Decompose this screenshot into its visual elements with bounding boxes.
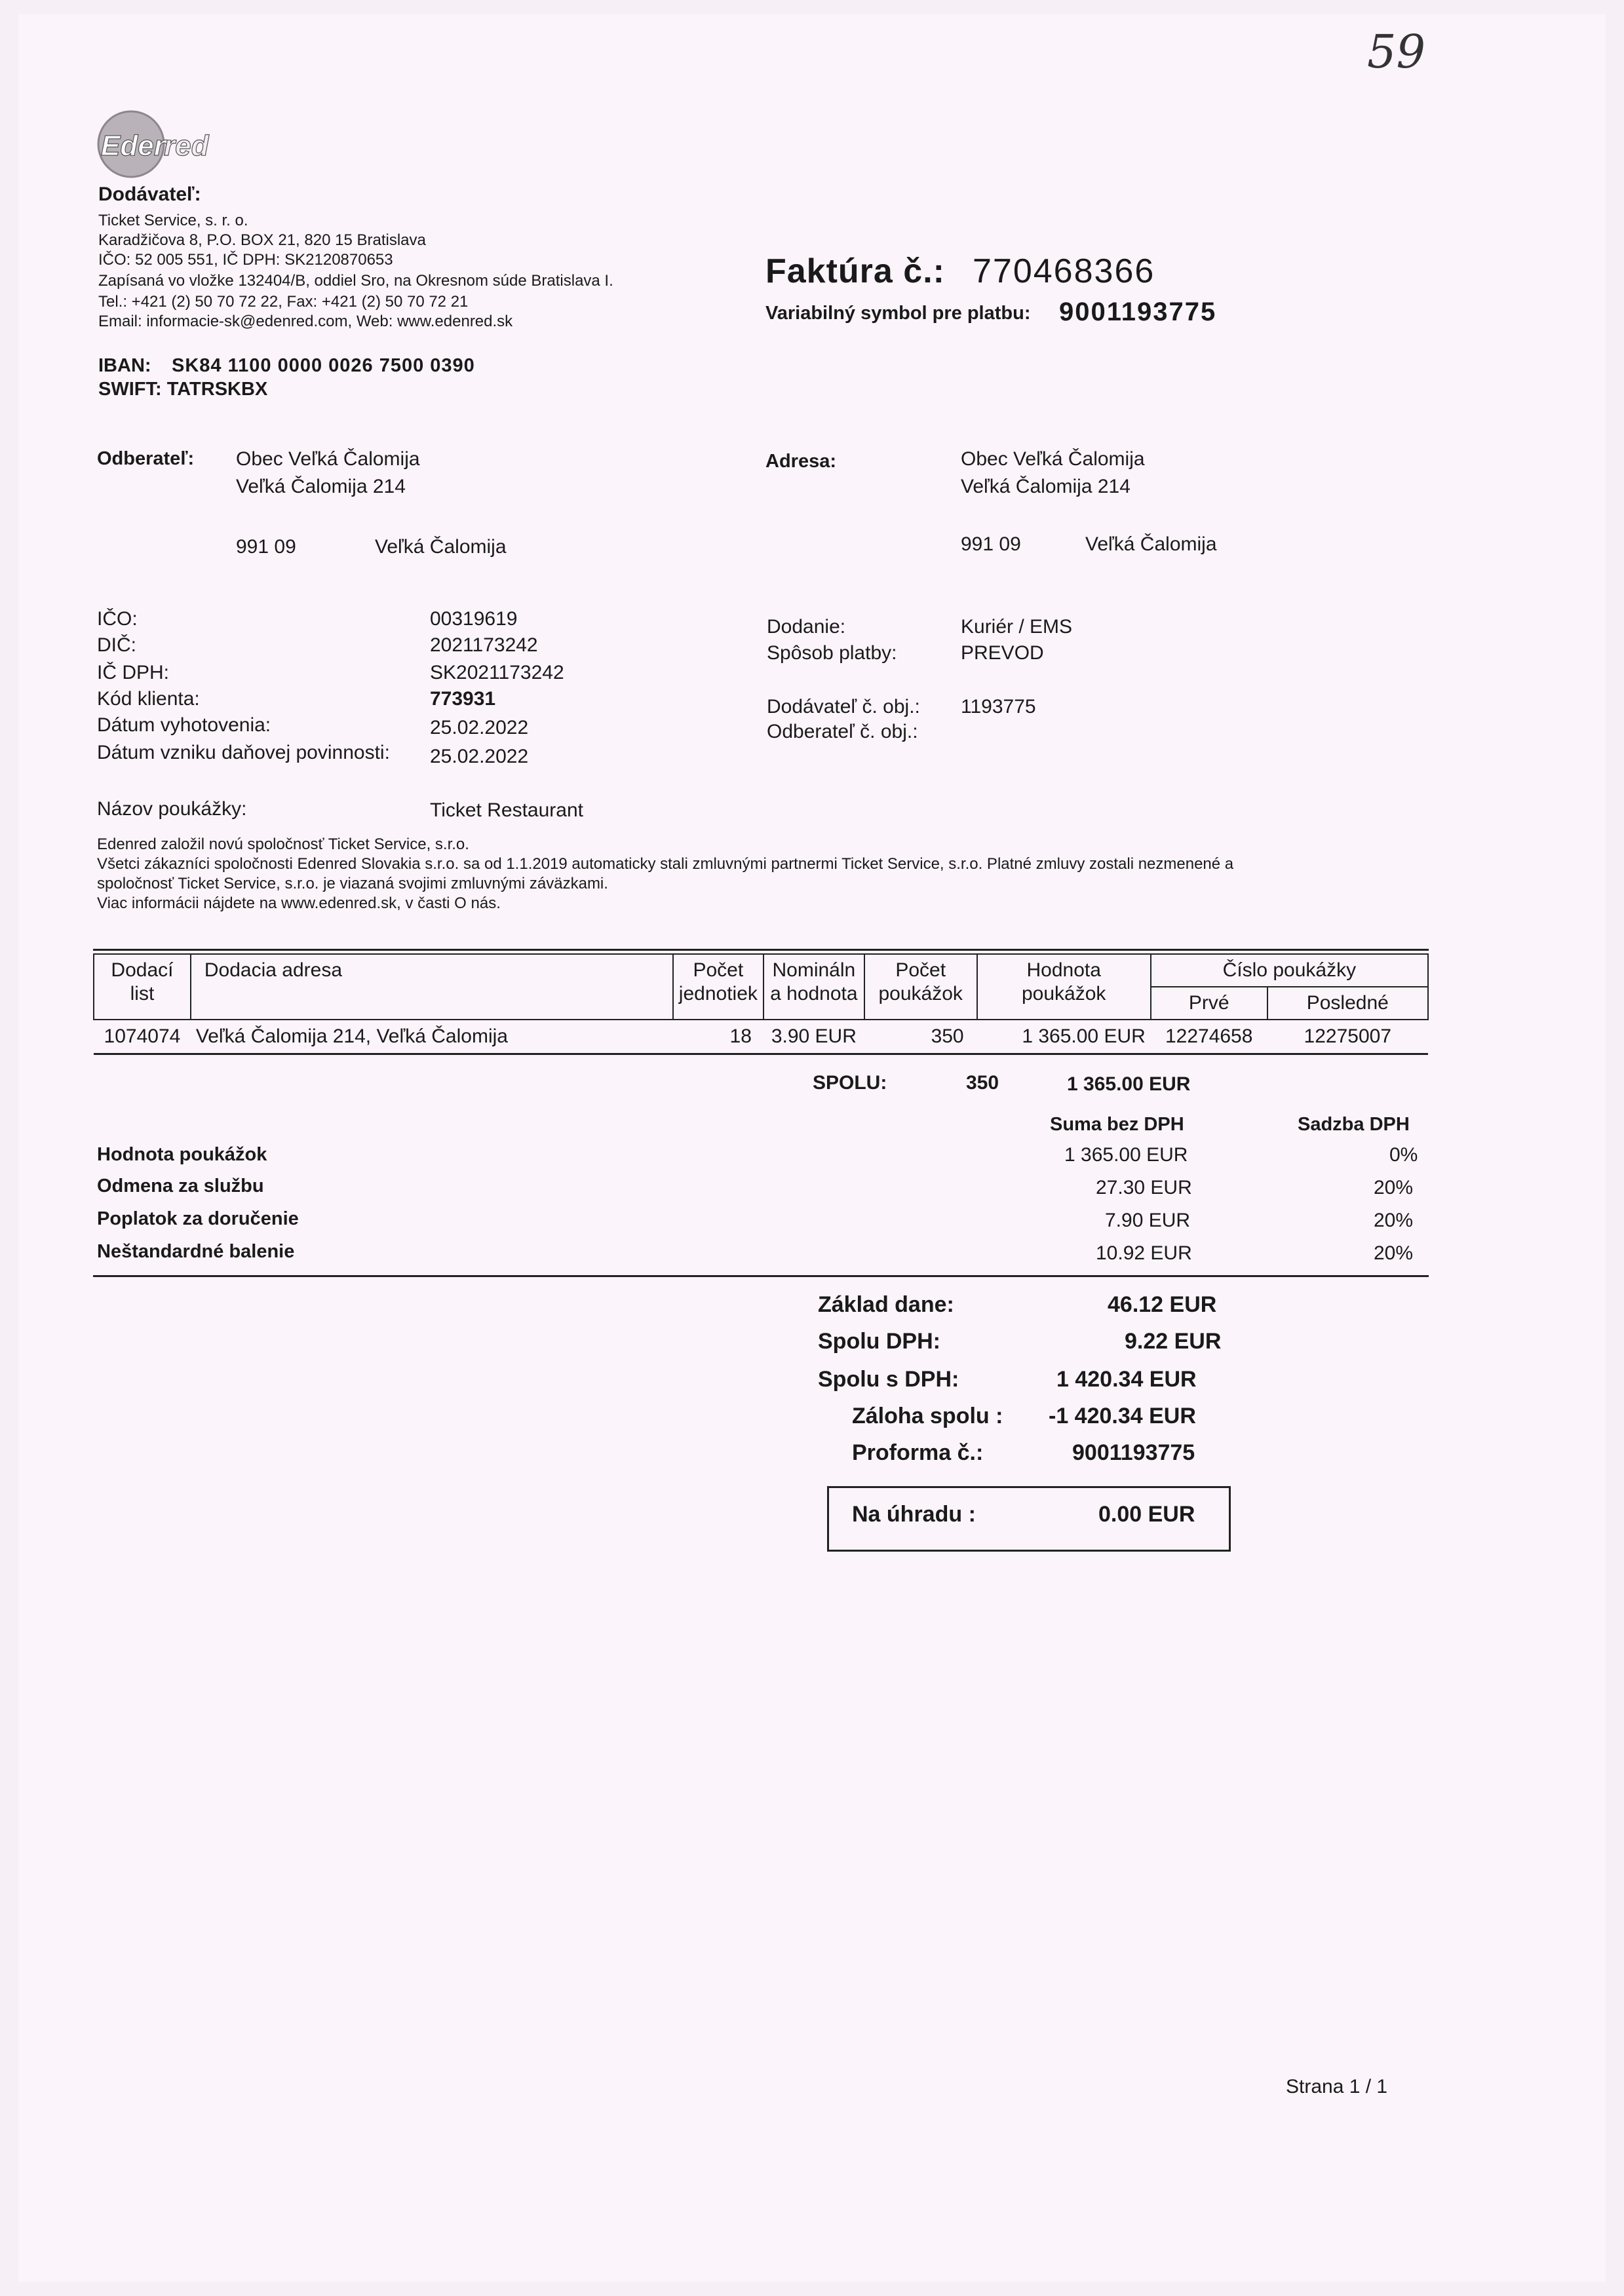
icdph-label: IČ DPH: xyxy=(97,662,170,683)
cell-voucher-value: 1 365.00 EUR xyxy=(977,1020,1151,1054)
supplier-order-label: Dodávateľ č. obj.: xyxy=(767,696,920,718)
supplier-address: Karadžičova 8, P.O. BOX 21, 820 15 Bratislava xyxy=(98,231,426,249)
summary-label-service-fee: Odmena za službu xyxy=(97,1176,264,1196)
page-counter: Strana 1 / 1 xyxy=(1286,2076,1388,2097)
payment-method-value: PREVOD xyxy=(961,642,1044,664)
cell-delivery-note: 1074074 xyxy=(94,1020,191,1054)
cell-first-number: 12274658 xyxy=(1151,1020,1267,1054)
issue-date-label: Dátum vyhotovenia: xyxy=(97,714,271,736)
summary-header-base: Suma bez DPH xyxy=(1050,1114,1184,1135)
col-header-voucher-number: Číslo poukážky xyxy=(1151,954,1428,987)
amount-due-label: Na úhradu : xyxy=(852,1502,976,1527)
col-header-voucher-value: Hodnota poukážok xyxy=(977,954,1151,1020)
iban-value: SK84 1100 0000 0026 7500 0390 xyxy=(172,355,475,376)
customer-name: Obec Veľká Čalomija xyxy=(236,448,420,470)
edenred-logo xyxy=(92,108,216,180)
col-header-first: Prvé xyxy=(1151,987,1267,1020)
summary-rate-packaging: 20% xyxy=(1374,1242,1414,1264)
delivery-city: Veľká Čalomija xyxy=(1085,533,1217,555)
notice-line-1: Edenred založil novú spoločnosť Ticket Service, s.r.o. xyxy=(97,835,469,853)
varsym-label: Variabilný symbol pre platbu: xyxy=(765,303,1031,324)
total-vat-label: Spolu DPH: xyxy=(818,1329,940,1354)
col-header-delivery-note: Dodací list xyxy=(94,954,191,1020)
total-base-value: 46.12 EUR xyxy=(1108,1292,1217,1317)
advance-label: Záloha spolu : xyxy=(852,1404,1003,1428)
proforma-value: 9001193775 xyxy=(1072,1440,1195,1465)
summary-rate-service-fee: 20% xyxy=(1374,1177,1414,1198)
summary-base-packaging: 10.92 EUR xyxy=(1096,1242,1192,1264)
svg-text:red: red xyxy=(164,130,209,162)
table-total-count: 350 xyxy=(966,1072,999,1094)
supplier-email: Email: informacie-sk@edenred.com, Web: www.edenred.sk xyxy=(98,313,513,330)
supplier-name: Ticket Service, s. r. o. xyxy=(98,212,248,229)
table-total-label: SPOLU: xyxy=(813,1072,887,1094)
summary-base-service-fee: 27.30 EUR xyxy=(1096,1177,1192,1198)
customer-street: Veľká Čalomija 214 xyxy=(236,476,406,497)
col-header-nominal: Nomináln a hodnota xyxy=(764,954,864,1020)
customer-order-label: Odberateľ č. obj.: xyxy=(767,721,918,742)
table-row xyxy=(94,1020,1428,1054)
supplier-order-value: 1193775 xyxy=(961,696,1036,718)
delivery-method-label: Dodanie: xyxy=(767,616,846,638)
col-header-delivery-address: Dodacia adresa xyxy=(191,954,673,1020)
delivery-address-label: Adresa: xyxy=(765,451,836,472)
cell-nominal: 3.90 EUR xyxy=(764,1020,864,1054)
customer-city: Veľká Čalomija xyxy=(375,536,507,558)
voucher-items-table xyxy=(93,953,1429,1055)
notice-line-4: Viac informácii nájdete na www.edenred.sk, v časti O nás. xyxy=(97,894,501,912)
payment-method-label: Spôsob platby: xyxy=(767,642,897,664)
amount-due-value: 0.00 EUR xyxy=(1098,1502,1195,1527)
total-gross-label: Spolu s DPH: xyxy=(818,1367,959,1392)
summary-base-delivery-fee: 7.90 EUR xyxy=(1105,1210,1191,1231)
delivery-street: Veľká Čalomija 214 xyxy=(961,476,1131,497)
invoice-title: Faktúra č.: xyxy=(765,252,945,290)
voucher-name-value: Ticket Restaurant xyxy=(430,799,583,821)
col-header-last: Posledné xyxy=(1267,987,1428,1020)
tax-date-label: Dátum vzniku daňovej povinnosti: xyxy=(97,742,390,763)
summary-header-rate: Sadzba DPH xyxy=(1298,1114,1410,1135)
ico-label: IČO: xyxy=(97,608,138,630)
summary-bottom-rule xyxy=(93,1275,1429,1277)
voucher-name-label: Názov poukážky: xyxy=(97,798,247,820)
handwritten-page-number: 59 xyxy=(1367,25,1426,79)
varsym-value: 9001193775 xyxy=(1059,297,1217,326)
total-base-label: Základ dane: xyxy=(818,1292,954,1317)
cell-delivery-address: Veľká Čalomija 214, Veľká Čalomija xyxy=(191,1020,673,1054)
summary-label-delivery-fee: Poplatok za doručenie xyxy=(97,1208,299,1229)
delivery-method-value: Kuriér / EMS xyxy=(961,616,1073,638)
summary-label-vouchers: Hodnota poukážok xyxy=(97,1144,267,1165)
invoice-number: 770468366 xyxy=(973,252,1155,290)
supplier-ids: IČO: 52 005 551, IČ DPH: SK2120870653 xyxy=(98,251,393,269)
col-header-units: Počet jednotiek xyxy=(673,954,764,1020)
issue-date-value: 25.02.2022 xyxy=(430,717,529,738)
supplier-register: Zapísaná vo vložke 132404/B, oddiel Sro, na Okresnom súde Bratislava I. xyxy=(98,272,613,290)
client-code-value: 773931 xyxy=(430,688,496,710)
total-gross-value: 1 420.34 EUR xyxy=(1056,1367,1197,1392)
notice-line-3: spoločnosť Ticket Service, s.r.o. je viazaná svojimi zmluvnými záväzkami. xyxy=(97,875,608,892)
ico-value: 00319619 xyxy=(430,608,518,630)
proforma-label: Proforma č.: xyxy=(852,1440,984,1465)
iban-label: IBAN: xyxy=(98,355,151,376)
cell-voucher-count: 350 xyxy=(864,1020,977,1054)
svg-text:Eden: Eden xyxy=(101,130,172,162)
summary-base-vouchers: 1 365.00 EUR xyxy=(1064,1144,1188,1166)
customer-label: Odberateľ: xyxy=(97,448,195,469)
col-header-voucher-count: Počet poukážok xyxy=(864,954,977,1020)
cell-last-number: 12275007 xyxy=(1267,1020,1428,1054)
swift-value: SWIFT: TATRSKBX xyxy=(98,379,268,400)
delivery-zip: 991 09 xyxy=(961,533,1021,555)
dic-label: DIČ: xyxy=(97,634,136,656)
icdph-value: SK2021173242 xyxy=(430,662,564,683)
advance-value: -1 420.34 EUR xyxy=(1049,1404,1196,1428)
summary-rate-vouchers: 0% xyxy=(1389,1144,1418,1166)
table-total-value: 1 365.00 EUR xyxy=(1067,1073,1191,1095)
tax-date-value: 25.02.2022 xyxy=(430,746,529,767)
summary-label-packaging: Nеštandardné balenie xyxy=(97,1241,295,1262)
supplier-phone: Tel.: +421 (2) 50 70 72 22, Fax: +421 (2) 50 70 72 21 xyxy=(98,293,469,311)
customer-zip: 991 09 xyxy=(236,536,296,558)
cell-units: 18 xyxy=(673,1020,764,1054)
total-vat-value: 9.22 EUR xyxy=(1125,1329,1222,1354)
supplier-heading: Dodávateľ: xyxy=(98,183,201,205)
delivery-name: Obec Veľká Čalomija xyxy=(961,448,1145,470)
dic-value: 2021173242 xyxy=(430,634,538,656)
summary-rate-delivery-fee: 20% xyxy=(1374,1210,1414,1231)
table-top-rule xyxy=(93,949,1429,951)
client-code-label: Kód klienta: xyxy=(97,688,200,710)
notice-line-2: Všetci zákazníci spoločnosti Edenred Slovakia s.r.o. sa od 1.1.2019 automaticky stali zmluvnými partnermi Ticket Service, s.r.o. Platné zmluvy zostali nezmenené a xyxy=(97,855,1234,873)
